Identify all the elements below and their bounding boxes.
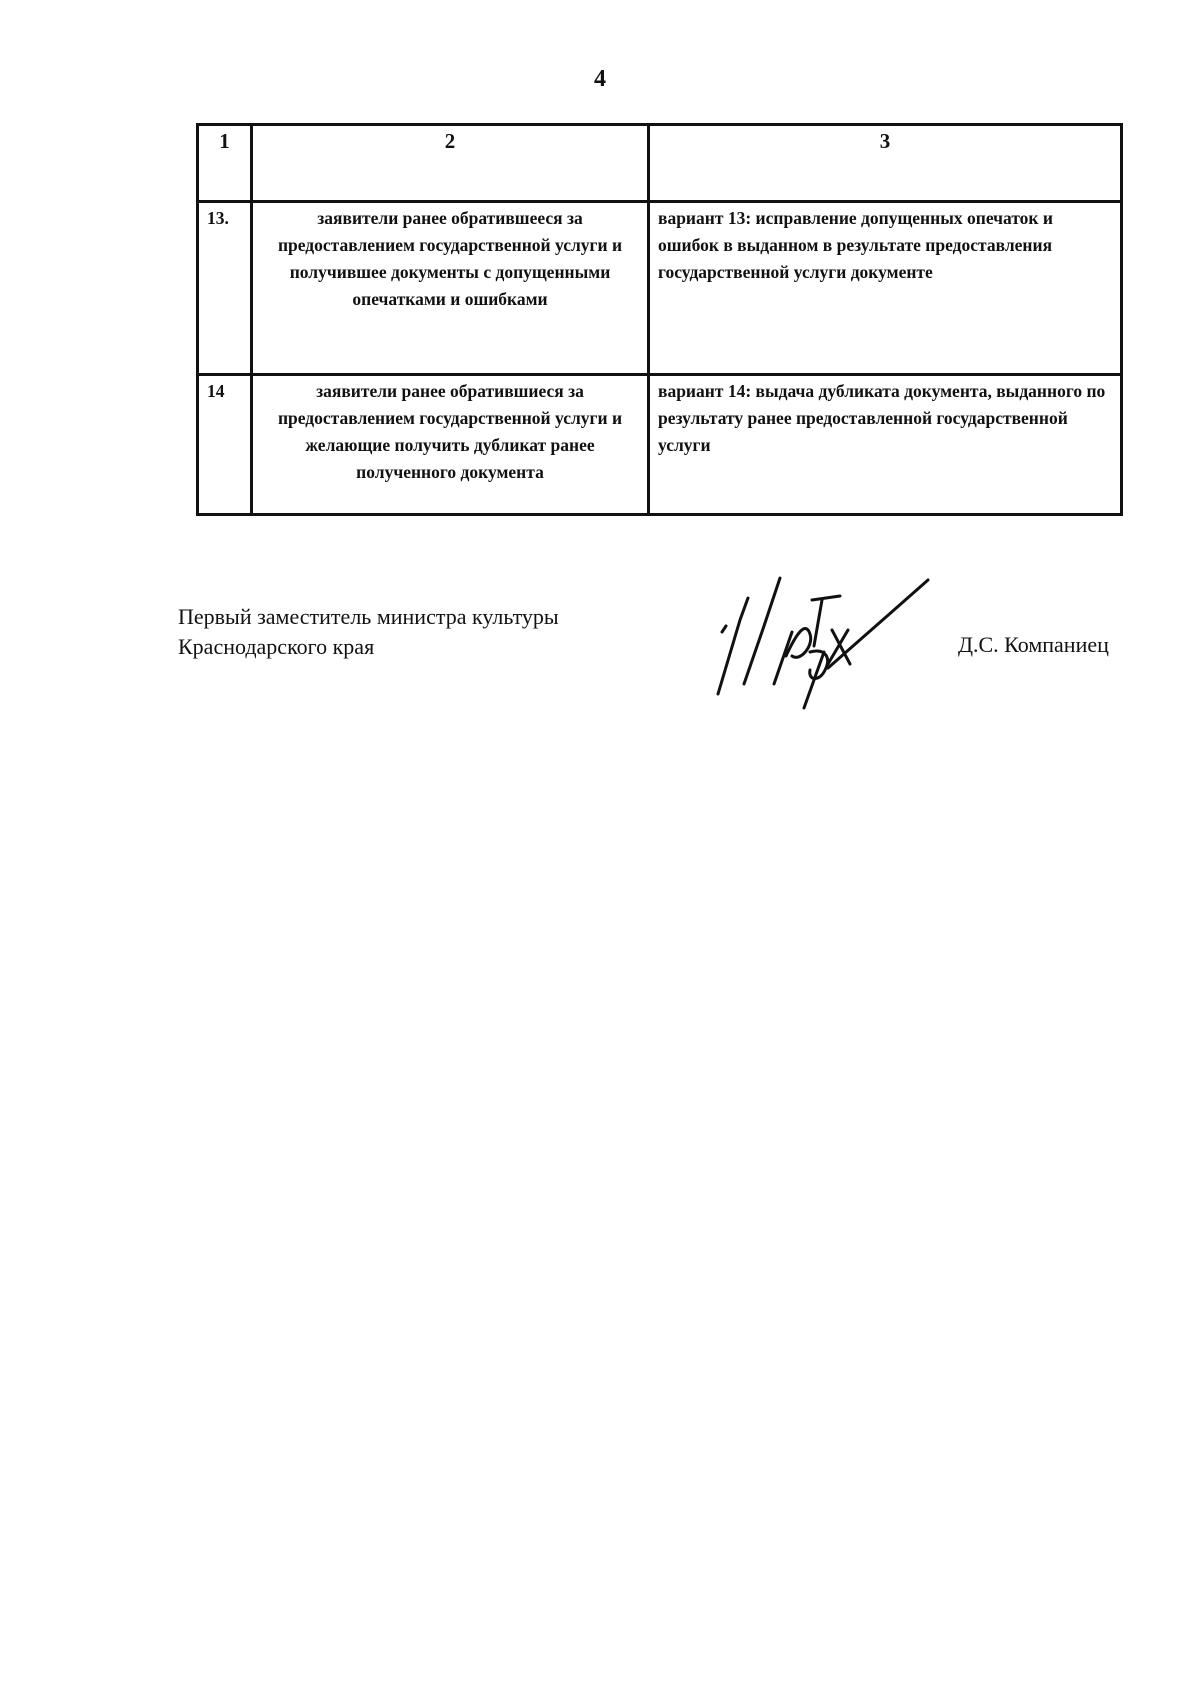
header-cell-3: 3 <box>649 125 1122 202</box>
signatory-position-line-1: Первый заместитель министра культуры <box>178 604 559 629</box>
header-cell-2: 2 <box>252 125 649 202</box>
page-number: 4 <box>594 66 606 92</box>
applicant-cell: заявители ранее обратившееся за предоставлением государственной услуги и получившее документы с допущенными опечатками и ошибками <box>252 202 649 375</box>
table-row <box>198 375 1122 515</box>
row-number: 14 <box>198 375 252 515</box>
table-header-row <box>198 125 1122 202</box>
applicant-cell: заявители ранее обратившиеся за предоставлением государственной услуги и желающие получить дубликат ранее полученного документа <box>252 375 649 515</box>
row-number: 13. <box>198 202 252 375</box>
signatory-name: Д.С. Компаниец <box>958 632 1109 657</box>
table-row <box>198 202 1122 375</box>
header-cell-1: 1 <box>198 125 252 202</box>
variants-table <box>196 123 1123 516</box>
handwritten-signature <box>700 560 960 720</box>
variant-cell: вариант 14: выдача дубликата документа, выданного по результату ранее предоставленной государственной услуги <box>649 375 1122 515</box>
variant-cell: вариант 13: исправление допущенных опечаток и ошибок в выданном в результате предоставления государственной услуги документе <box>649 202 1122 375</box>
signatory-position-line-2: Краснодарского края <box>178 634 375 659</box>
signatory-position <box>178 602 559 662</box>
